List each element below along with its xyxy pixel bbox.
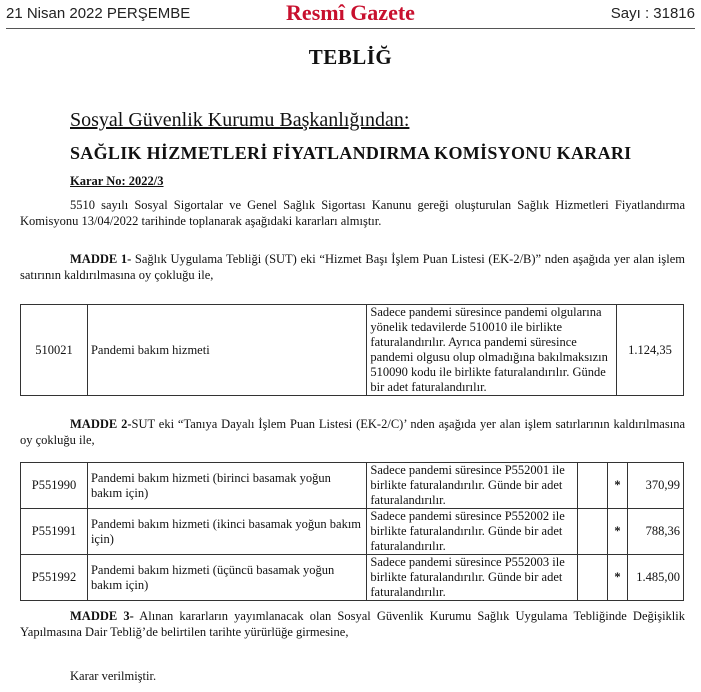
article-1-text: Sağlık Uygulama Tebliği (SUT) eki “Hizmet Başı İşlem Puan Listesi (EK-2/B)” nden aşağıda yer alan işlem satırının kaldırılmasına oy çokluğu ile, xyxy=(20,252,685,282)
procedure-price: 370,99 xyxy=(627,463,683,509)
empty-cell xyxy=(578,463,608,509)
gazette-title: Resmî Gazete xyxy=(286,0,415,25)
procedure-name: Pandemi bakım hizmeti (ikinci basamak yoğun bakım için) xyxy=(87,509,366,555)
article-2 xyxy=(20,416,685,448)
article-3-text: Alınan kararların yayımlanacak olan Sosyal Güvenlik Kurumu Sağlık Uygulama Tebliğinde Değişiklik Yapılmasına Dair Tebliğ’de belirtilen tarihte yürürlüğe girmesine, xyxy=(20,609,685,639)
procedure-mark: * xyxy=(608,509,628,555)
document-type: TEBLİĞ xyxy=(308,45,393,69)
article-2-text: SUT eki “Tanıya Dayalı İşlem Puan Listesi (EK-2/C)’ nden aşağıda yer alan işlem satırlarının kaldırılmasına oy çokluğu ile, xyxy=(20,417,685,447)
procedure-code: P551990 xyxy=(21,463,88,509)
table-row xyxy=(21,555,684,601)
procedure-name: Pandemi bakım hizmeti (birinci basamak yoğun bakım için) xyxy=(87,463,366,509)
closing-statement: Karar verilmiştir. xyxy=(70,669,157,683)
procedure-note: Sadece pandemi süresince P552002 ile birlikte faturalandırılır. Günde bir adet faturalandırılır. xyxy=(367,509,578,555)
procedure-price: 788,36 xyxy=(627,509,683,555)
gazette-header xyxy=(0,0,701,30)
empty-cell xyxy=(578,555,608,601)
table-row xyxy=(21,463,684,509)
table-ek2c xyxy=(20,462,684,601)
procedure-price: 1.485,00 xyxy=(627,555,683,601)
table-row xyxy=(21,509,684,555)
procedure-note: Sadece pandemi süresince P552003 ile birlikte faturalandırılır. Günde bir adet faturalandırılır. xyxy=(367,555,578,601)
article-1-label: MADDE 1- xyxy=(70,252,132,266)
table-row xyxy=(21,305,684,396)
header-date: 21 Nisan 2022 PERŞEMBE xyxy=(6,5,191,22)
procedure-code: P551991 xyxy=(21,509,88,555)
procedure-mark: * xyxy=(608,555,628,601)
header-divider xyxy=(6,28,695,29)
procedure-note: Sadece pandemi süresince pandemi olgularına yönelik tedavilerde 510010 ile birlikte faturalandırılır. Ayrıca pandemi süresince pandemi olgusu olup olmadığına bakılmaksızın 510090 kodu ile birlikte faturalandırılır. Günde bir adet faturalandırılır. xyxy=(367,305,617,396)
article-3 xyxy=(20,608,685,640)
procedure-name: Pandemi bakım hizmeti (üçüncü basamak yoğun bakım için) xyxy=(87,555,366,601)
institution-name: Sosyal Güvenlik Kurumu Başkanlığından: xyxy=(70,109,410,131)
procedure-note: Sadece pandemi süresince P552001 ile birlikte faturalandırılır. Günde bir adet faturalandırılır. xyxy=(367,463,578,509)
document-title: SAĞLIK HİZMETLERİ FİYATLANDIRMA KOMİSYONU KARARI xyxy=(70,143,632,163)
procedure-code: P551992 xyxy=(21,555,88,601)
intro-paragraph: 5510 sayılı Sosyal Sigortalar ve Genel Sağlık Sigortası Kanunu gereği oluşturulan Sağlık Hizmetleri Fiyatlandırma Komisyonu 13/04/2022 tarihinde toplanarak aşağıdaki kararları almıştır. xyxy=(20,198,685,228)
article-2-label: MADDE 2- xyxy=(70,417,132,431)
article-1 xyxy=(20,251,685,283)
procedure-mark: * xyxy=(608,463,628,509)
procedure-price: 1.124,35 xyxy=(617,305,684,396)
decision-number: Karar No: 2022/3 xyxy=(70,174,164,188)
procedure-name: Pandemi bakım hizmeti xyxy=(87,305,366,396)
empty-cell xyxy=(578,509,608,555)
table-ek2b xyxy=(20,304,684,396)
article-3-label: MADDE 3- xyxy=(70,609,134,623)
procedure-code: 510021 xyxy=(21,305,88,396)
issue-number: Sayı : 31816 xyxy=(610,5,695,22)
